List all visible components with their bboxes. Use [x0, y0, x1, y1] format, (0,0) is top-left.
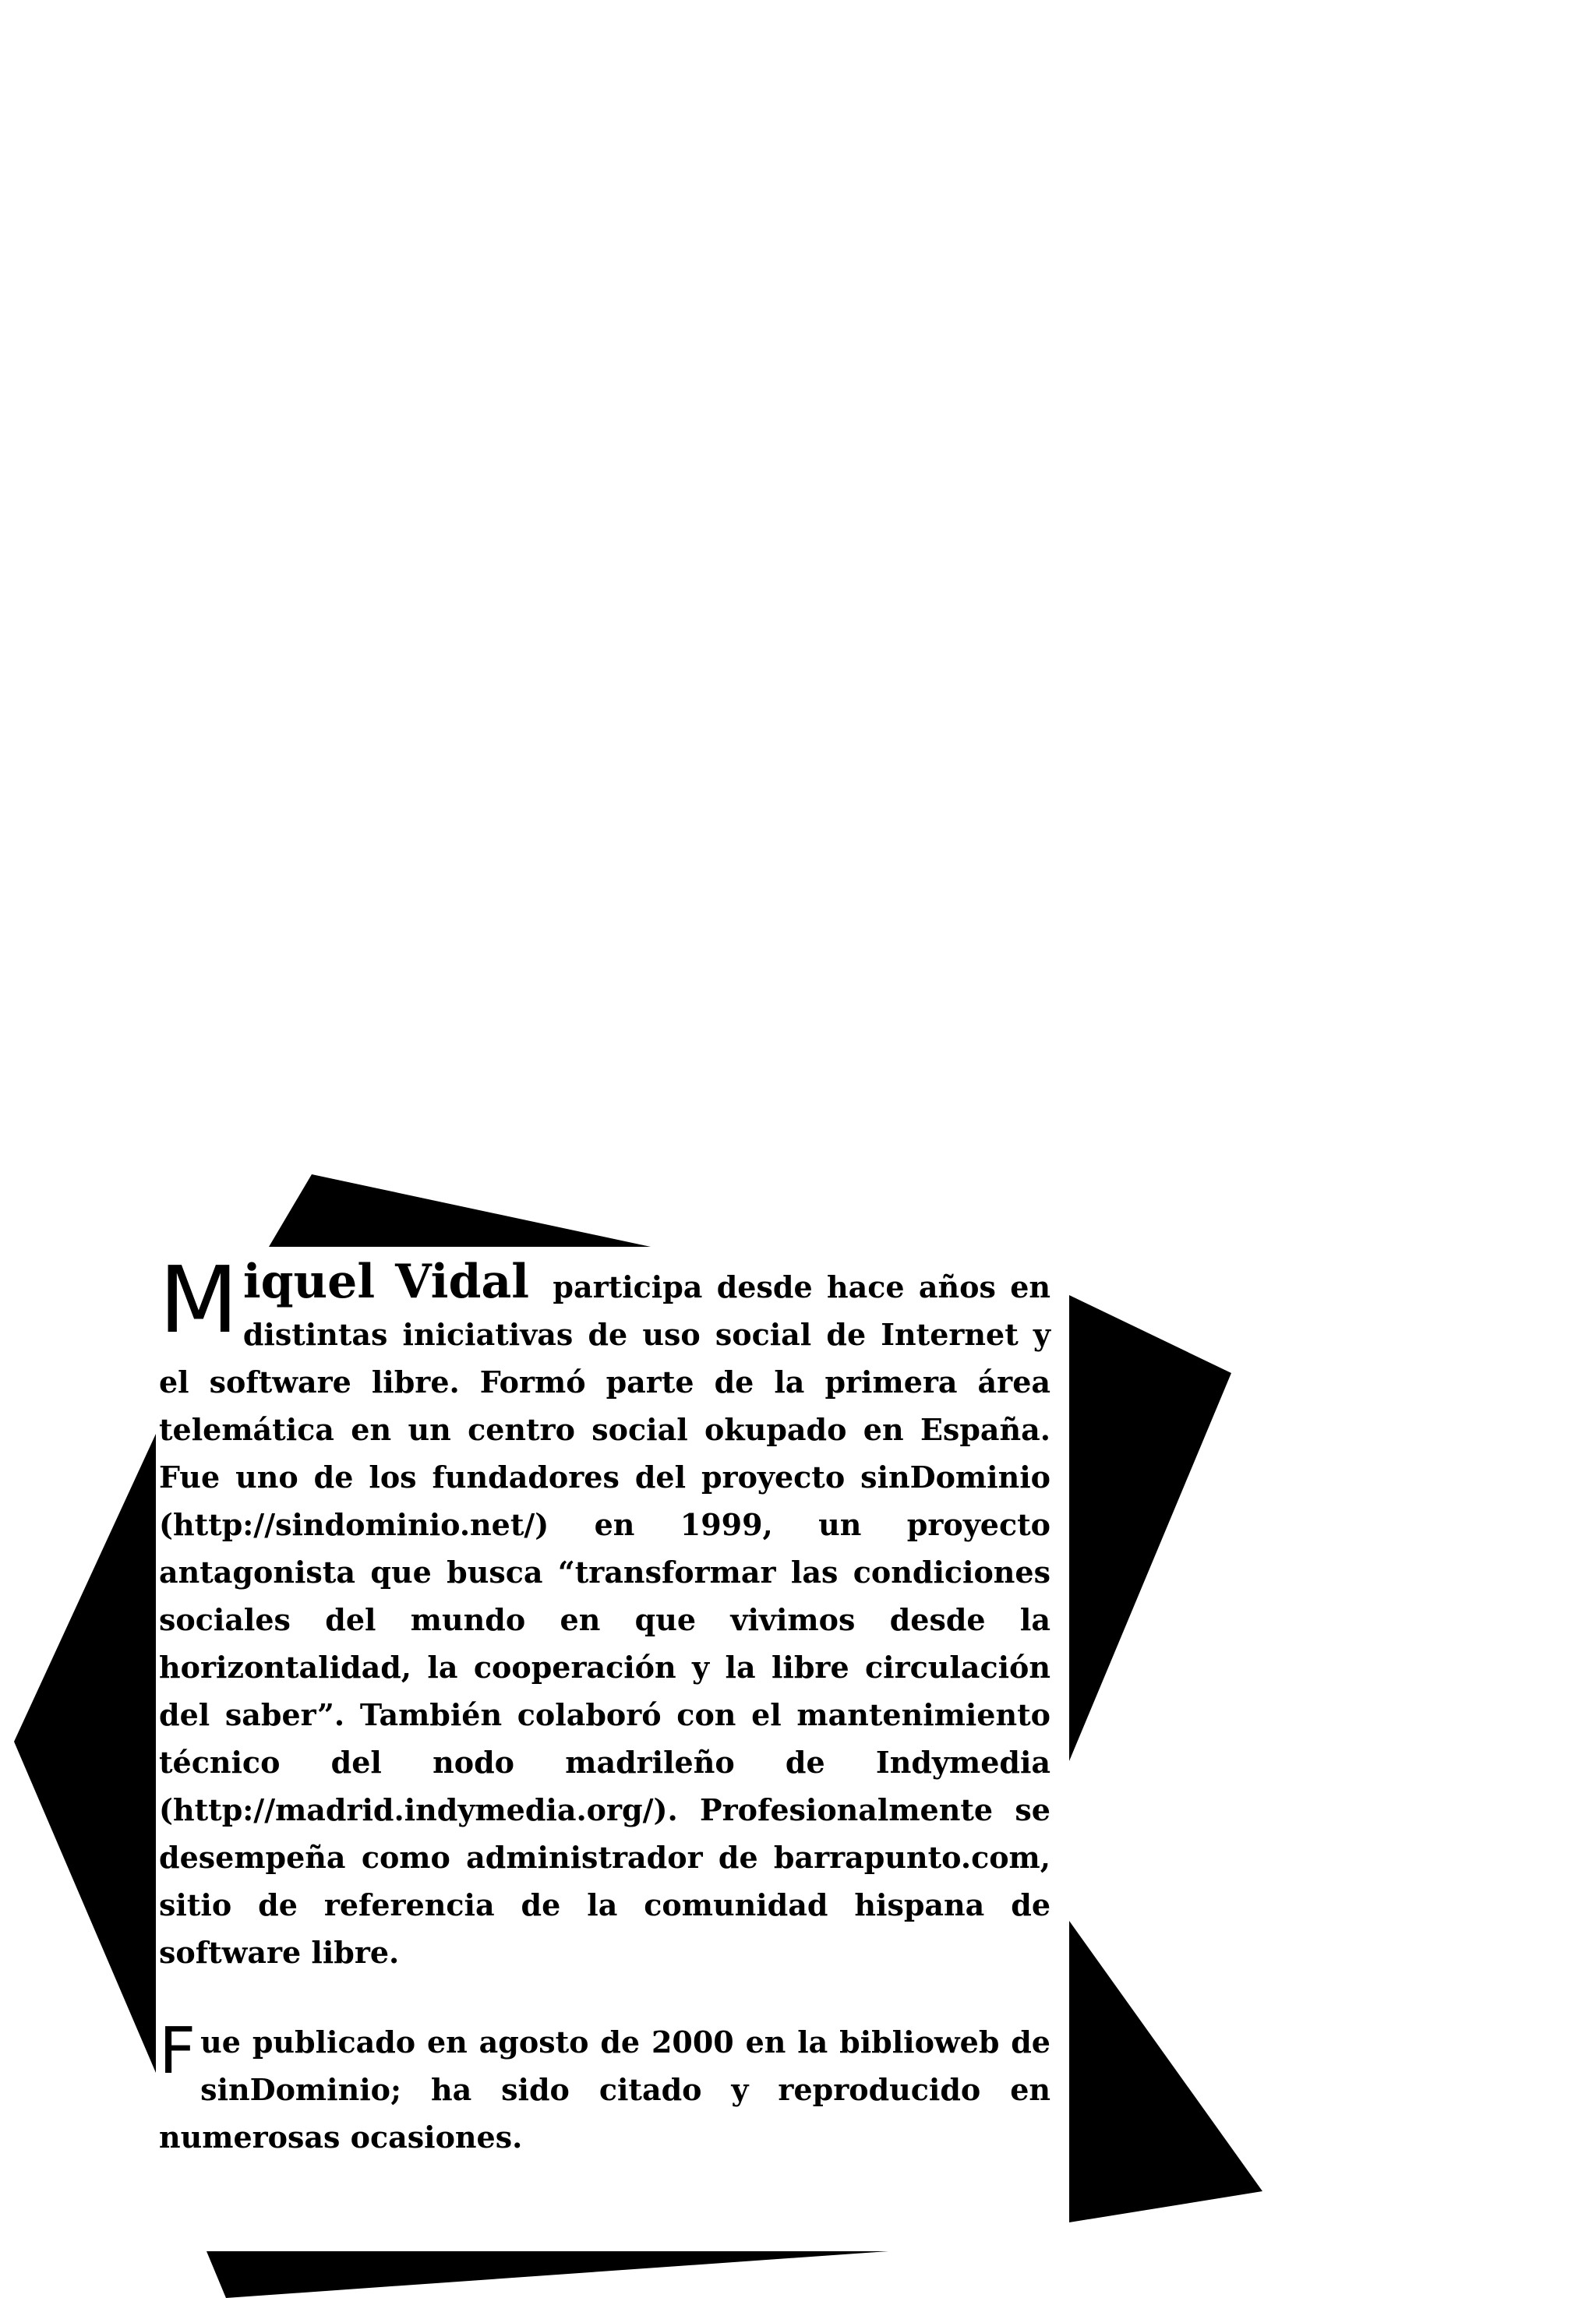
shape-left-wedge	[14, 1434, 156, 2073]
publication-note	[159, 2014, 1050, 2161]
publication-paragraph	[159, 2014, 1050, 2161]
article-text-box	[159, 1246, 1051, 2161]
publication-dropcap: F	[159, 2014, 196, 2088]
author-name: iquel Vidal	[242, 1255, 530, 1309]
author-bio	[159, 1246, 1051, 1976]
publication-text: ue publicado en agosto de 2000 en la biblioweb de sinDominio; ha sido citado y reproducido en numerosas ocasiones.	[159, 2024, 1050, 2155]
shape-top-shard	[269, 1174, 651, 1247]
shape-bottom-shard	[207, 2251, 888, 2298]
shape-right-lower-wedge	[1069, 1921, 1262, 2222]
bio-text: participa desde hace años en distintas iniciativas de uso social de Internet y el software libre. Formó parte de la primera área telemática en un centro social okupado en España. Fue uno de los fundadores del proyecto sinDominio (http://sindominio.net/) en 1999, un proyecto antagonista que busca “transformar las condiciones sociales del mundo en que vivimos desde la horizontalidad, la cooperación y la libre circulación del saber”. También colaboró con el mantenimiento técnico del nodo madrileño de Indymedia (http://madrid.indymedia.org/). Profesionalmente se desempeña como administrador de barrapunto.com, sitio de referencia de la comunidad hispana de software libre.	[159, 1269, 1051, 1970]
author-bio-paragraph	[159, 1246, 1051, 1976]
shape-right-upper-triangle	[1069, 1295, 1231, 1761]
bio-dropcap: M	[159, 1246, 238, 1354]
